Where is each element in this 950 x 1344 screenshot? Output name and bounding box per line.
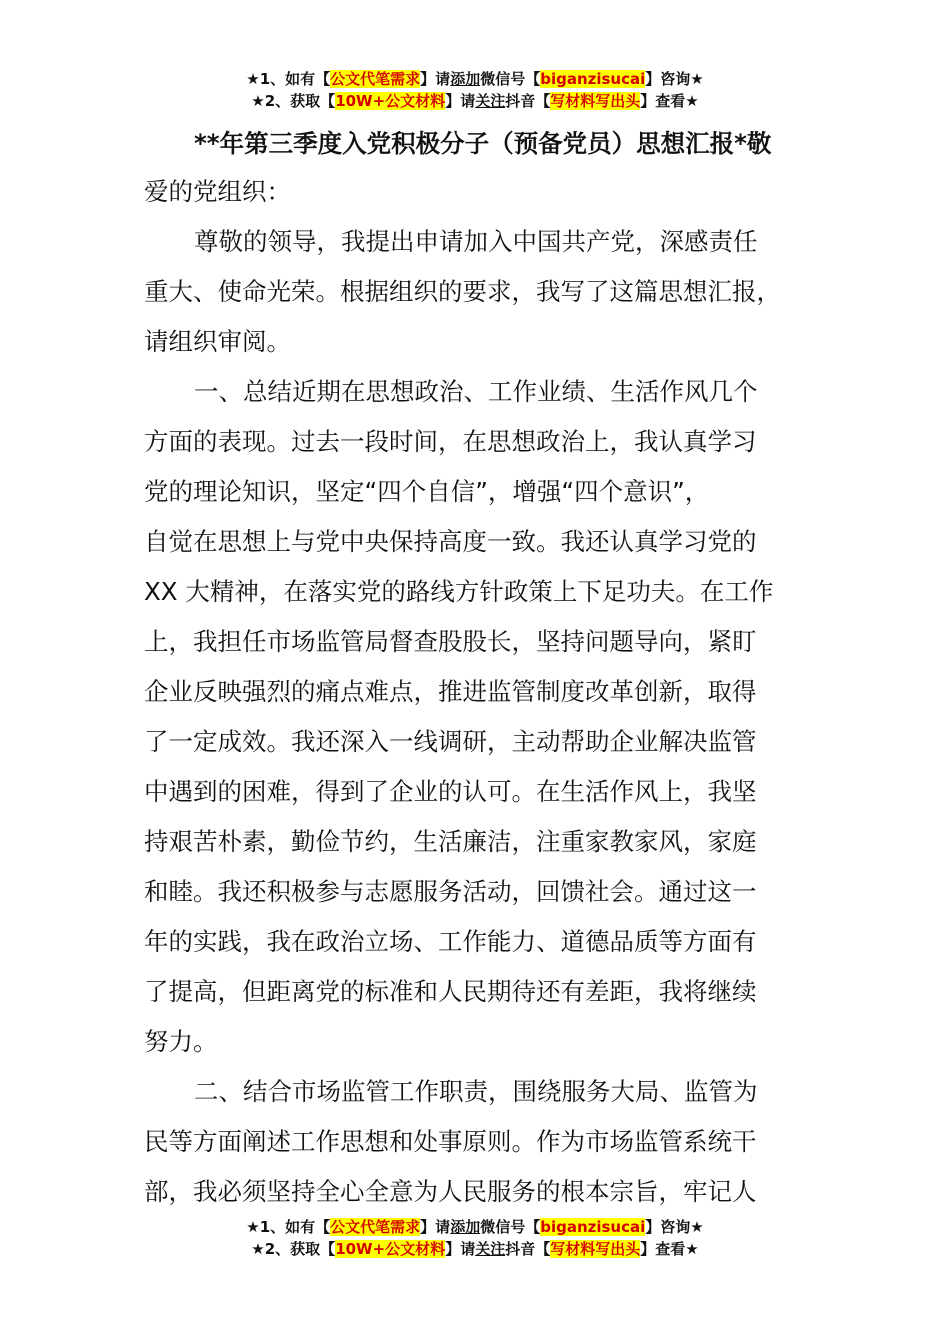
paragraph-line: XX 大精神，在落实党的路线方针政策上下足功夫。在工作	[144, 577, 774, 606]
banner-text: 】查看★	[640, 1240, 699, 1258]
banner-highlight: 10W+公文材料	[335, 92, 446, 110]
banner-text: ★1、如有【	[246, 1218, 331, 1236]
paragraph-line: 年的实践，我在政治立场、工作能力、道德品质等方面有	[144, 927, 757, 956]
banner-line-2	[0, 90, 950, 112]
banner-underlined-text: 添加	[450, 70, 481, 88]
header-banner	[0, 68, 950, 112]
banner-highlight: 公文代笔需求	[330, 1218, 421, 1236]
banner-text: 抖音【	[505, 92, 551, 110]
banner-highlight: 写材料写出头	[550, 1240, 641, 1258]
paragraph-line: 请组织审阅。	[144, 327, 291, 356]
banner-underlined-text: 添加	[450, 1218, 481, 1236]
paragraph-line: 二、结合市场监管工作职责，围绕服务大局、监管为	[194, 1077, 758, 1106]
banner-line-2	[0, 1238, 950, 1260]
banner-text: 】请	[420, 70, 451, 88]
paragraph-line: 努力。	[144, 1027, 218, 1056]
document-title: **年第三季度入党积极分子（预备党员）思想汇报*敬	[194, 129, 772, 158]
banner-highlight: 写材料写出头	[550, 92, 641, 110]
banner-text: ★1、如有【	[246, 70, 331, 88]
paragraph-line: 方面的表现。过去一段时间，在思想政治上，我认真学习	[144, 427, 757, 456]
paragraph-line: 部，我必须坚持全心全意为人民服务的根本宗旨，牢记人	[144, 1177, 757, 1206]
paragraph-line: 上，我担任市场监管局督查股股长，坚持问题导向，紧盯	[144, 627, 757, 656]
banner-underlined-text: 关注	[475, 1240, 506, 1258]
paragraph-line: 民等方面阐述工作思想和处事原则。作为市场监管系统干	[144, 1127, 757, 1156]
banner-text: 】咨询★	[645, 1218, 704, 1236]
banner-highlight: 10W+公文材料	[335, 1240, 446, 1258]
paragraph-line: 党的理论知识，坚定“四个自信”，增强“四个意识”，	[144, 477, 710, 506]
banner-text: ★2、获取【	[251, 1240, 336, 1258]
banner-underlined-text: 关注	[475, 92, 506, 110]
banner-highlight: biganzisucai	[540, 1218, 646, 1236]
paragraph-line: 持艰苦朴素，勤俭节约，生活廉洁，注重家教家风，家庭	[144, 827, 757, 856]
paragraph-line: 了提高，但距离党的标准和人民期待还有差距，我将继续	[144, 977, 757, 1006]
banner-text: 】请	[445, 1240, 476, 1258]
paragraph-line: 尊敬的领导，我提出申请加入中国共产党，深感责任	[194, 227, 758, 256]
banner-text: 抖音【	[505, 1240, 551, 1258]
banner-text: 】查看★	[640, 92, 699, 110]
banner-highlight: biganzisucai	[540, 70, 646, 88]
paragraph-line: 重大、使命光荣。根据组织的要求，我写了这篇思想汇报，	[144, 277, 781, 306]
footer-banner	[0, 1216, 950, 1260]
paragraph-line: 自觉在思想上与党中央保持高度一致。我还认真学习党的	[144, 527, 757, 556]
banner-text: ★2、获取【	[251, 92, 336, 110]
paragraph-line: 中遇到的困难，得到了企业的认可。在生活作风上，我坚	[144, 777, 757, 806]
banner-text: 】请	[420, 1218, 451, 1236]
banner-text: 】咨询★	[645, 70, 704, 88]
banner-text: 】请	[445, 92, 476, 110]
banner-highlight: 公文代笔需求	[330, 70, 421, 88]
banner-text: 微信号【	[480, 1218, 541, 1236]
paragraph-line: 了一定成效。我还深入一线调研，主动帮助企业解决监管	[144, 727, 757, 756]
banner-line-1	[0, 68, 950, 90]
paragraph-line: 一、总结近期在思想政治、工作业绩、生活作风几个	[194, 377, 758, 406]
paragraph-line: 企业反映强烈的痛点难点，推进监管制度改革创新，取得	[144, 677, 757, 706]
salutation: 爱的党组织：	[144, 177, 291, 206]
banner-text: 微信号【	[480, 70, 541, 88]
document-body	[144, 124, 809, 1217]
banner-line-1	[0, 1216, 950, 1238]
paragraph-line: 和睦。我还积极参与志愿服务活动，回馈社会。通过这一	[144, 877, 757, 906]
